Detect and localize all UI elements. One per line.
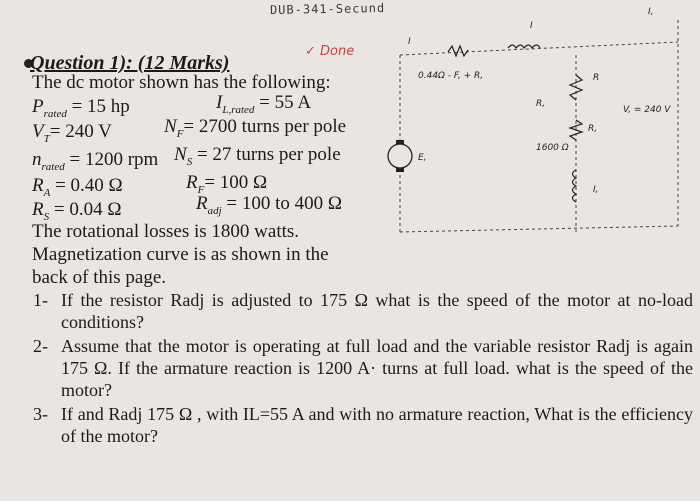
- nf-symbol: N: [164, 116, 177, 137]
- question-title: Question 1): (12 Marks): [30, 52, 230, 74]
- p-symbol: P: [32, 96, 44, 117]
- check-annotation: [305, 44, 354, 59]
- n-value: = 1200 rpm: [64, 149, 159, 170]
- mag-line-2: back of this page.: [32, 267, 167, 288]
- ra-symbol: R: [32, 175, 44, 196]
- header-scrawl: DUB-341-Secund: [269, 0, 386, 18]
- vt-value: = 240 V: [49, 121, 112, 142]
- circuit-sketch: [378, 0, 700, 290]
- ns: [174, 144, 341, 168]
- vt-symbol: V: [32, 121, 44, 142]
- ns-symbol: N: [174, 144, 187, 165]
- circuit-diagram: [378, 0, 700, 290]
- il-symbol: I: [216, 92, 223, 113]
- radj-sub: adj: [207, 204, 222, 217]
- ns-sub: S: [186, 155, 193, 168]
- nf-sub: F: [176, 127, 184, 140]
- q-text: Assume that the motor is operating at full load and the variable resistor Radj is again 175 Ω. If the armature reaction is 1200 A· turns at full load. what is the speed of the motor?: [61, 336, 693, 400]
- label-ea: E,: [418, 153, 427, 163]
- vt: [32, 121, 112, 150]
- ra-value: = 0.40 Ω: [50, 175, 123, 196]
- rf-symbol: R: [186, 172, 198, 193]
- nf: [164, 116, 346, 140]
- ra-sub: A: [43, 186, 51, 199]
- list-item: [33, 335, 693, 401]
- field-coil: [573, 170, 577, 202]
- losses-line: The rotational losses is 1800 watts.: [32, 221, 300, 242]
- q-number: 1-: [33, 290, 48, 310]
- label-rs: R,: [536, 99, 546, 109]
- label-vt: V, = 240 V: [623, 105, 671, 115]
- label-if: I,: [593, 185, 599, 195]
- resistor-radj: [570, 75, 582, 100]
- question-list: [33, 289, 693, 447]
- list-item: [33, 289, 693, 333]
- q-number: 2-: [33, 336, 48, 356]
- wire-top: [400, 42, 678, 55]
- label-il: I: [408, 37, 411, 47]
- check-text: Done: [320, 44, 355, 59]
- check-icon: ✓: [305, 44, 316, 59]
- series-coil: [508, 45, 540, 48]
- q-text: If and Radj 175 Ω , with IL=55 A and with no armature reaction, What is the efficiency of the motor?: [61, 404, 693, 446]
- label-small: 1600 Ω: [536, 143, 569, 153]
- list-item: [33, 403, 693, 447]
- q-text: If the resistor Radj is adjusted to 175 Ω what is the speed of the motor at no-load conditions?: [61, 290, 693, 332]
- rs-value: = 0.04 Ω: [49, 199, 122, 220]
- rs-sub: S: [43, 210, 50, 223]
- rf-sub: F: [197, 183, 205, 196]
- rf-value: = 100 Ω: [204, 172, 268, 193]
- label-rf: R,: [588, 124, 598, 134]
- wire-bottom: [400, 226, 678, 232]
- q-number: 3-: [33, 404, 48, 424]
- p-sub: rated: [43, 107, 67, 120]
- label-radj: R: [593, 73, 600, 83]
- armature-icon: [388, 144, 412, 168]
- il-value: = 55 A: [254, 92, 312, 113]
- n-symbol: n: [32, 149, 42, 170]
- n-rated: [32, 149, 158, 178]
- radj-value: = 100 to 400 Ω: [221, 193, 343, 214]
- vt-sub: T: [43, 132, 50, 145]
- n-sub: rated: [41, 160, 65, 173]
- mag-line-1: Magnetization curve is as shown in the: [32, 244, 329, 265]
- label-ia: I: [530, 21, 533, 31]
- radj: [196, 193, 342, 217]
- label-top-right: I,: [648, 7, 654, 17]
- brush-icon: [396, 140, 404, 144]
- nf-value: = 2700 turns per pole: [183, 116, 347, 137]
- label-note: 0.44Ω - F, + R,: [418, 71, 484, 81]
- intro-line: The dc motor shown has the following:: [32, 72, 331, 93]
- rs-symbol: R: [32, 199, 44, 220]
- ns-value: = 27 turns per pole: [192, 144, 341, 165]
- radj-symbol: R: [196, 193, 208, 214]
- il-rated: [216, 92, 311, 116]
- il-sub: L,rated: [222, 103, 255, 116]
- brush-icon: [396, 168, 404, 172]
- resistor-ra: [448, 46, 468, 56]
- p-value: = 15 hp: [66, 96, 130, 117]
